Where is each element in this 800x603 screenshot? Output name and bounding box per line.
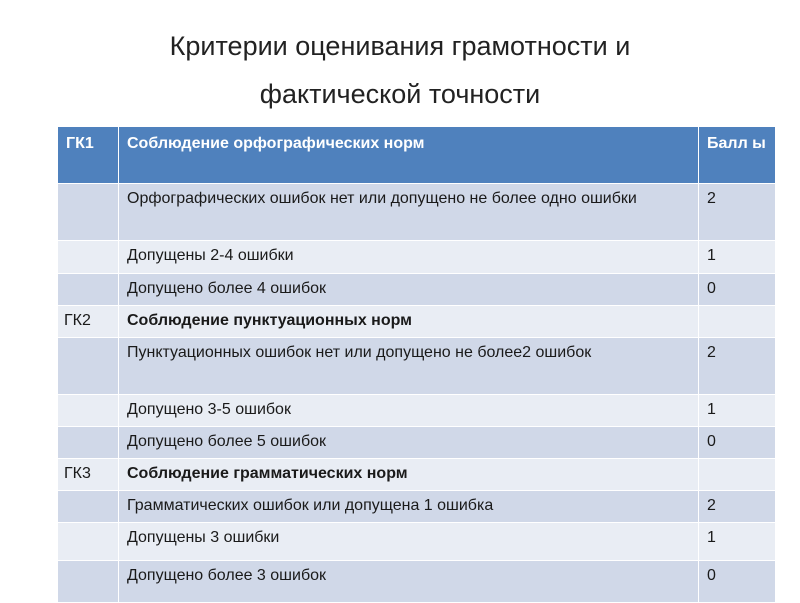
row-code	[58, 274, 119, 306]
row-criterion: Орфографических ошибок нет или допущено не более одно ошибки	[119, 184, 699, 241]
table-row	[58, 427, 776, 459]
category-row	[58, 306, 776, 338]
category-row	[58, 459, 776, 491]
row-points: 0	[699, 427, 776, 459]
row-code	[58, 427, 119, 459]
table-header-row	[58, 127, 776, 184]
category-code: ГК2	[58, 306, 119, 338]
table-row	[58, 523, 776, 561]
row-points: 2	[699, 491, 776, 523]
row-points: 1	[699, 523, 776, 561]
category-points	[699, 459, 776, 491]
category-code: ГК3	[58, 459, 119, 491]
row-criterion: Допущено более 4 ошибок	[119, 274, 699, 306]
title-line-1: Критерии оценивания грамотности и	[169, 31, 631, 61]
title-line-2: фактической точности	[259, 79, 541, 109]
row-points: 0	[699, 274, 776, 306]
header-points: Балл ы	[699, 127, 776, 184]
row-points: 2	[699, 184, 776, 241]
row-criterion: Допущено 3-5 ошибок	[119, 395, 699, 427]
table-row	[58, 184, 776, 241]
category-points	[699, 306, 776, 338]
row-code	[58, 395, 119, 427]
row-criterion: Пунктуационных ошибок нет или допущено не более2 ошибок	[119, 338, 699, 395]
table-row	[58, 491, 776, 523]
table-row	[58, 241, 776, 274]
row-criterion: Допущены 2-4 ошибки	[119, 241, 699, 274]
row-points: 1	[699, 395, 776, 427]
row-points: 0	[699, 561, 776, 603]
row-points: 1	[699, 241, 776, 274]
table-row	[58, 561, 776, 603]
table-row	[58, 395, 776, 427]
criteria-table	[57, 126, 776, 603]
category-title: Соблюдение пунктуационных норм	[119, 306, 699, 338]
category-title: Соблюдение грамматических норм	[119, 459, 699, 491]
page-title	[0, 22, 800, 118]
table-row	[58, 338, 776, 395]
row-code	[58, 561, 119, 603]
row-code	[58, 184, 119, 241]
header-code: ГК1	[58, 127, 119, 184]
row-code	[58, 338, 119, 395]
row-criterion: Допущено более 5 ошибок	[119, 427, 699, 459]
header-criterion: Соблюдение орфографических норм	[119, 127, 699, 184]
row-code	[58, 241, 119, 274]
row-criterion: Грамматических ошибок или допущена 1 ошибка	[119, 491, 699, 523]
row-points: 2	[699, 338, 776, 395]
row-criterion: Допущено более 3 ошибок	[119, 561, 699, 603]
row-code	[58, 491, 119, 523]
row-criterion: Допущены 3 ошибки	[119, 523, 699, 561]
row-code	[58, 523, 119, 561]
table-row	[58, 274, 776, 306]
